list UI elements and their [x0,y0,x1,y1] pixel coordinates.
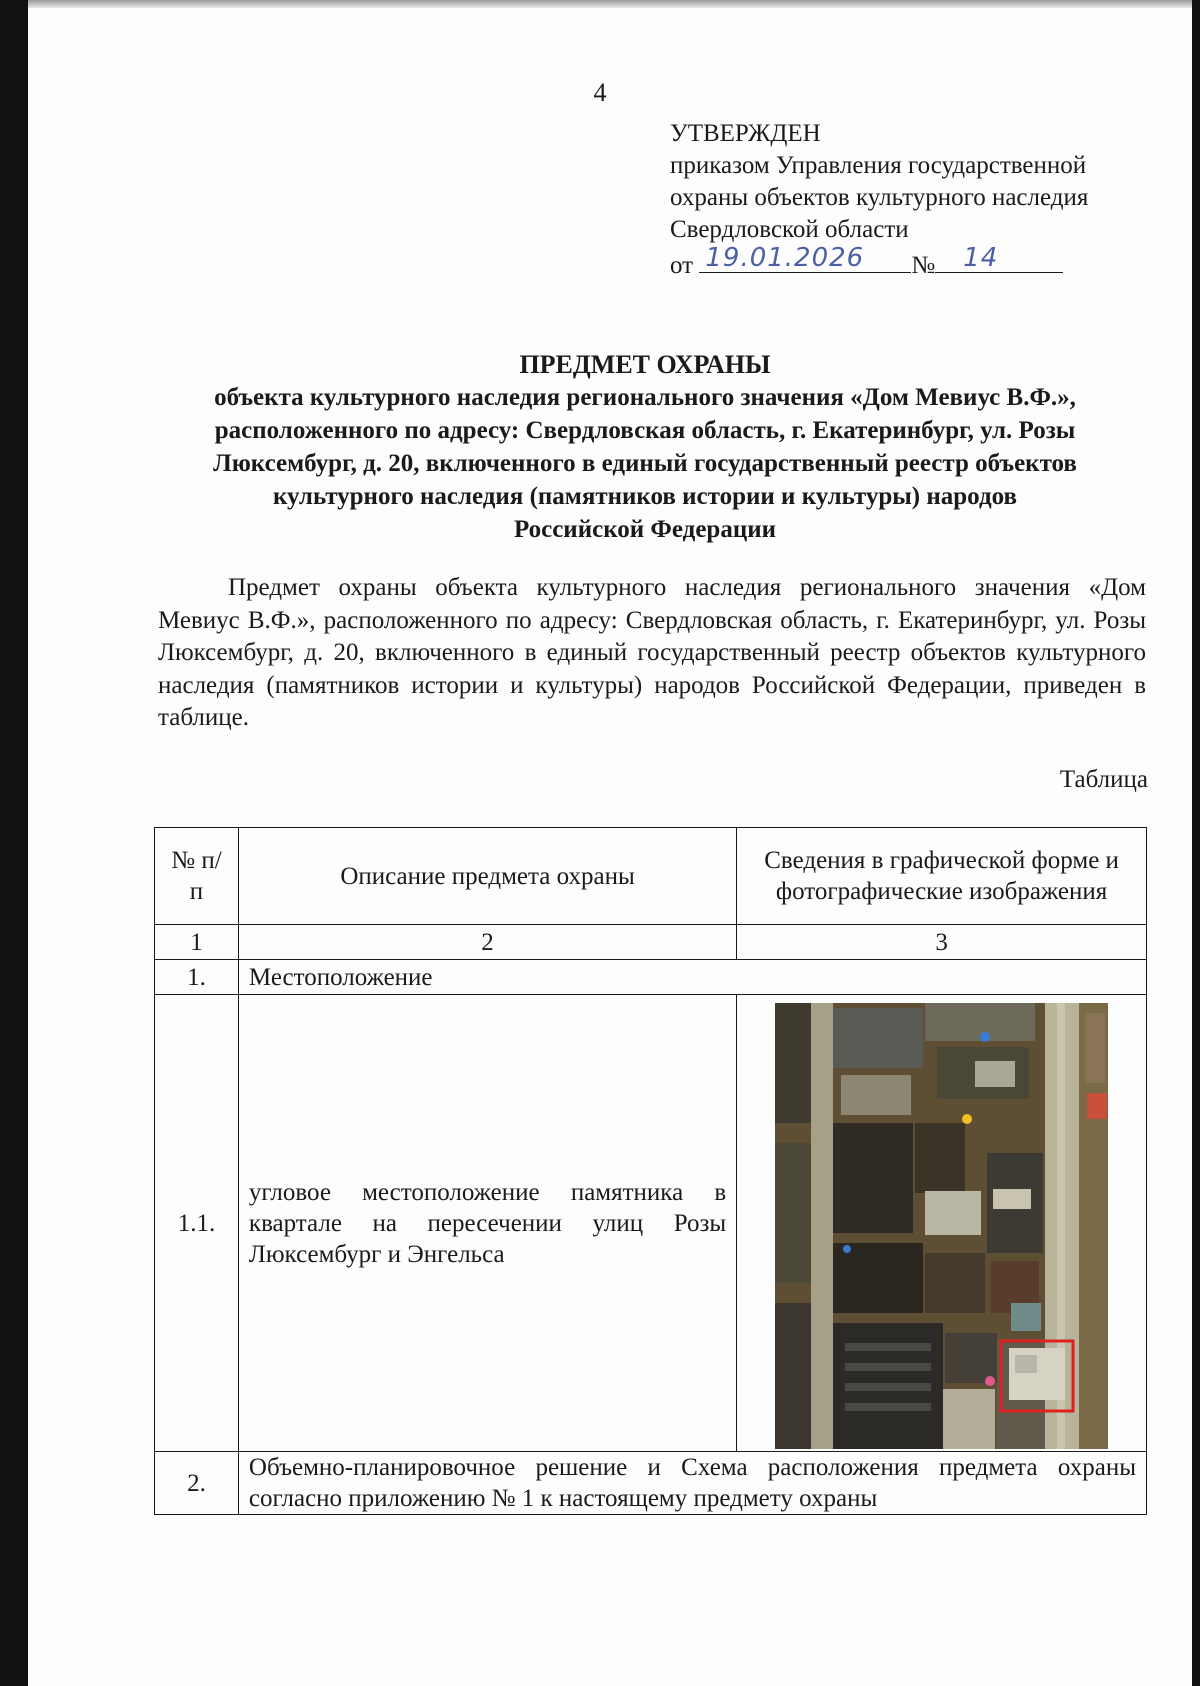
approval-status: УТВЕРЖДЕН [670,120,821,147]
handwritten-number: 14 [963,243,999,273]
row-text: Объемно-планировочное решение и Схема расположения предмета охраны согласно приложению № 1 к настоящему предмету охраны [238,1452,1146,1515]
title-line-5: Российской Федерации [513,516,777,543]
number-prefix: № [911,252,936,279]
page-number: 4 [593,78,607,107]
date-prefix: от [670,252,694,279]
table-caption: Таблица [1059,766,1148,793]
document-title [150,348,1140,546]
column-number: 1 [155,925,239,960]
title-line-4: культурного наследия (памятников истории и культуры) народов [272,483,1017,510]
intro-paragraph: Предмет охраны объекта культурного наследия регионального значения «Дом Мевиус В.Ф.», расположенного по адресу: Свердловская область, г. Екатеринбург, ул. Розы Люксембург, д. 20, включенного в единый государственный реестр объектов культурного наследия (памятников истории и культуры) народов Российской Федерации, приведен в таблице. [158,574,1146,731]
header-description: Описание предмета охраны [238,828,736,925]
table-row [155,1452,1147,1515]
table-row [155,960,1147,995]
header-graphics: Сведения в графической форме и фотографические изображения [737,828,1147,925]
scan-edge-right [1192,0,1200,1686]
column-number-row [155,925,1147,960]
column-number: 3 [737,925,1147,960]
approval-line-1: приказом Управления государственной [670,152,1087,179]
row-num: 2. [155,1452,239,1515]
title-main: ПРЕДМЕТ ОХРАНЫ [519,350,771,379]
title-line-2: расположенного по адресу: Свердловская область, г. Екатеринбург, ул. Розы [214,417,1076,444]
scan-edge-top [0,0,1200,8]
row-num: 1.1. [155,995,239,1452]
aerial-photo-svg [775,1003,1108,1449]
number-line [935,243,1063,273]
handwritten-date: 19.01.2026 [705,243,865,273]
title-line-1: объекта культурного наследия регионального значения «Дом Мевиус В.Ф.», [214,384,1076,411]
protection-table [154,827,1147,1515]
approval-line-2: охраны объектов культурного наследия [670,184,1089,211]
aerial-photo [775,1003,1108,1449]
title-line-3: Люксембург, д. 20, включенного в единый государственный реестр объектов [213,450,1077,477]
header-num: № п/п [155,828,239,925]
date-line [699,243,911,273]
row-text: Местоположение [238,960,1146,995]
aerial-photo-cell [737,995,1147,1452]
row-text: угловое местоположение памятника в квартале на пересечении улиц Розы Люксембург и Энгельса [238,995,736,1452]
table-header-row [155,828,1147,925]
approval-line-3: Свердловской области [670,216,909,243]
column-number: 2 [238,925,736,960]
approval-stamp [670,118,1170,282]
table-row [155,995,1147,1452]
row-num: 1. [155,960,239,995]
approval-date-row [670,243,1170,282]
scan-edge-left [0,0,28,1686]
